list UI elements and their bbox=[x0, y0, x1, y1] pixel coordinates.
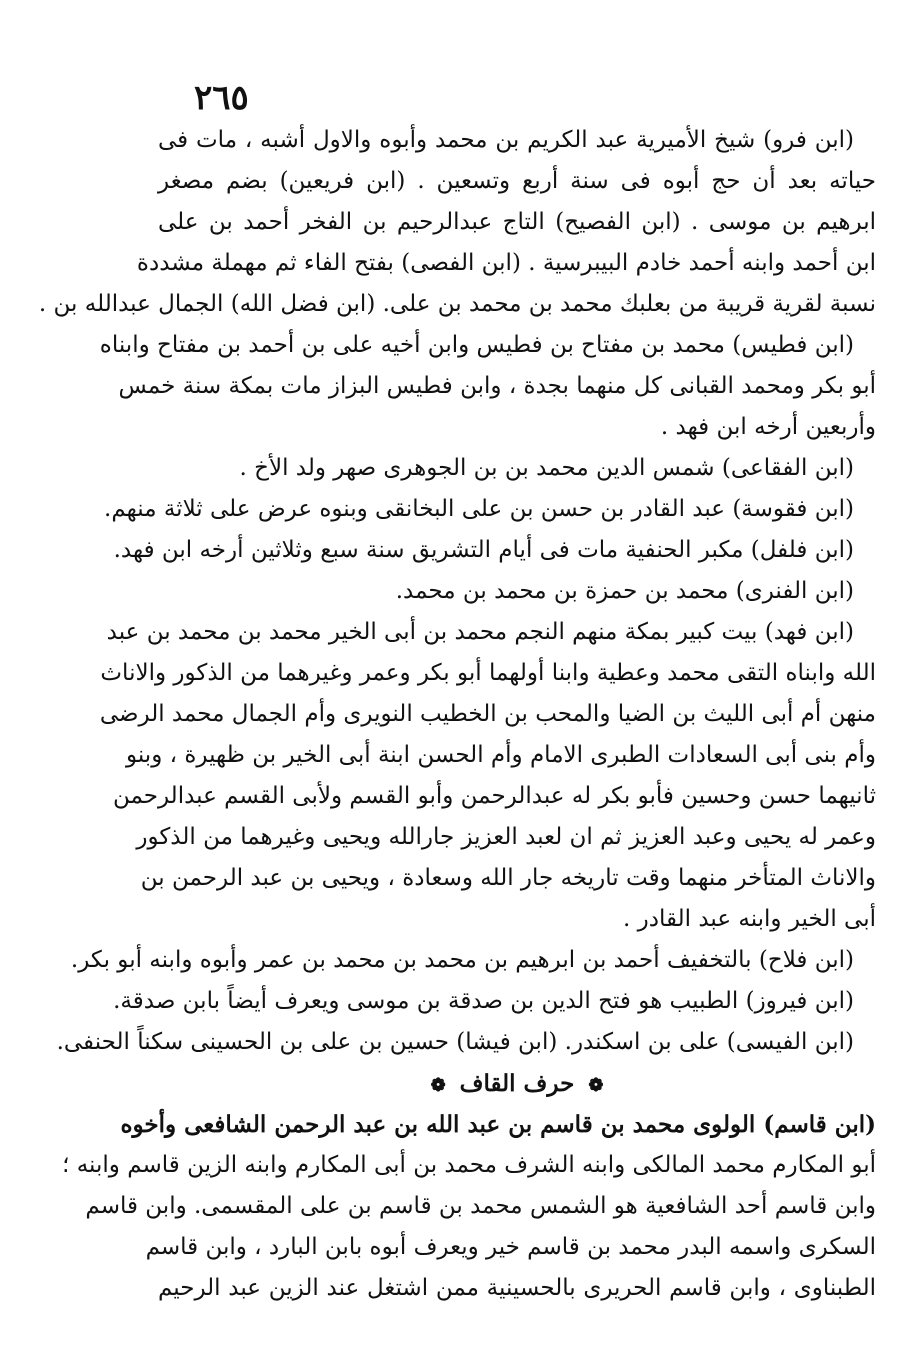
text-line: (ابن فقوسة) عبد القادر بن حسن بن على البخانقى وبنوه عرض على ثلاثة منهم. bbox=[104, 496, 854, 522]
text-line: (ابن فطيس) محمد بن مفتاح بن فطيس وابن أخيه على بن أحمد بن مفتاح وابناه bbox=[99, 332, 854, 358]
text-line: وأربعين أرخه ابن فهد . bbox=[660, 414, 876, 440]
text-line: نسبة لقرية قريبة من بعلبك محمد بن محمد بن على. (ابن فضل الله) الجمال عبدالله بن . bbox=[38, 291, 876, 317]
text-line: (ابن فرو) شيخ الأميرية عبد الكريم بن محمد وأبوه والاول أشبه ، مات فى bbox=[158, 127, 854, 153]
text-line: منهن أم أبى الليث بن الضيا والمحب بن الخطيب النويرى وأم الجمال محمد الرضى bbox=[99, 701, 876, 727]
ornament-icon: ❁ bbox=[430, 1075, 446, 1096]
text-line: (ابن فلاح) بالتخفيف أحمد بن ابرهيم بن محمد بن محمد بن عمر وأبوه وابنه أبو بكر. bbox=[70, 947, 854, 973]
text-line: السكرى واسمه البدر محمد بن قاسم خير ويعرف أبوه بابن البارد ، وابن قاسم bbox=[145, 1234, 876, 1260]
text-line: (ابن الفقاعى) شمس الدين محمد بن بن الجوهرى صهر ولد الأخ . bbox=[239, 455, 854, 481]
section-heading bbox=[158, 1063, 876, 1104]
text-line: أبو بكر ومحمد القبانى كل منهما بجدة ، وابن فطيس البزاز مات بمكة سنة خمس bbox=[118, 373, 876, 399]
text-line: أبو المكارم محمد المالكى وابنه الشرف محمد بن أبى المكارم وابنه الزين قاسم وابنه ؛ bbox=[62, 1152, 876, 1178]
text-block bbox=[38, 120, 876, 1309]
text-line: والاناث المتأخر منهما وقت تاريخه جار الله وسعادة ، ويحيى بن عبد الرحمن بن bbox=[140, 865, 876, 891]
text-line: وعمر له يحيى وعبد العزيز ثم ان لعبد العزيز جارالله ويحيى وغيرهما من الذكور bbox=[136, 824, 876, 850]
page-number: ٢٦٥ bbox=[194, 78, 249, 118]
text-line: ثانيهما حسن وحسين فأبو بكر له عبدالرحمن وأبو القسم ولأبى القسم عبدالرحمن bbox=[112, 783, 876, 809]
text-line: ابرهيم بن موسى . (ابن الفصيح) التاج عبدالرحيم بن الفخر أحمد بن على bbox=[158, 209, 876, 235]
section-heading-text: حرف القاف bbox=[459, 1070, 575, 1097]
text-line: (ابن فهد) بيت كبير بمكة منهم النجم محمد بن أبى الخير محمد بن محمد بن عبد bbox=[106, 619, 854, 645]
text-line: ابن أحمد وابنه أحمد خادم البيبرسية . (ابن الفصى) بفتح الفاء ثم مهملة مشددة bbox=[136, 250, 876, 276]
text-line: حياته بعد أن حج أبوه فى سنة أربع وتسعين . (ابن فريعين) بضم مصغر bbox=[158, 168, 876, 194]
text-line: أبى الخير وابنه عبد القادر . bbox=[623, 906, 876, 932]
text-line: (ابن الفنرى) محمد بن حمزة بن محمد بن محمد. bbox=[395, 578, 854, 604]
text-line: وأم بنى أبى السعادات الطبرى الامام وأم الحسن ابنة أبى الخير بن ظهيرة ، وبنو bbox=[125, 742, 876, 768]
ornament-icon: ❁ bbox=[588, 1075, 604, 1096]
text-line: (ابن فيروز) الطبيب هو فتح الدين بن صدقة بن موسى ويعرف أيضاً بابن صدقة. bbox=[113, 988, 854, 1014]
text-line: وابن قاسم أحد الشافعية هو الشمس محمد بن قاسم بن على المقسمى. وابن قاسم bbox=[85, 1193, 876, 1219]
text-line: (ابن الفيسى) على بن اسكندر. (ابن فيشا) حسين بن على بن الحسينى سكناً الحنفى. bbox=[56, 1029, 854, 1055]
text-line: (ابن قاسم) الولوى محمد بن قاسم بن عبد الله بن عبد الرحمن الشافعى وأخوه bbox=[120, 1111, 876, 1138]
text-line: الطبناوى ، وابن قاسم الحريرى بالحسينية ممن اشتغل عند الزين عبد الرحيم bbox=[158, 1275, 876, 1301]
text-line: الله وابناه التقى محمد وعطية وابنا أولهما أبو بكر وعمر وغيرهما من الذكور والاناث bbox=[100, 660, 876, 686]
text-line: (ابن فلفل) مكبر الحنفية مات فى أيام التشريق سنة سبع وثلاثين أرخه ابن فهد. bbox=[113, 537, 854, 563]
